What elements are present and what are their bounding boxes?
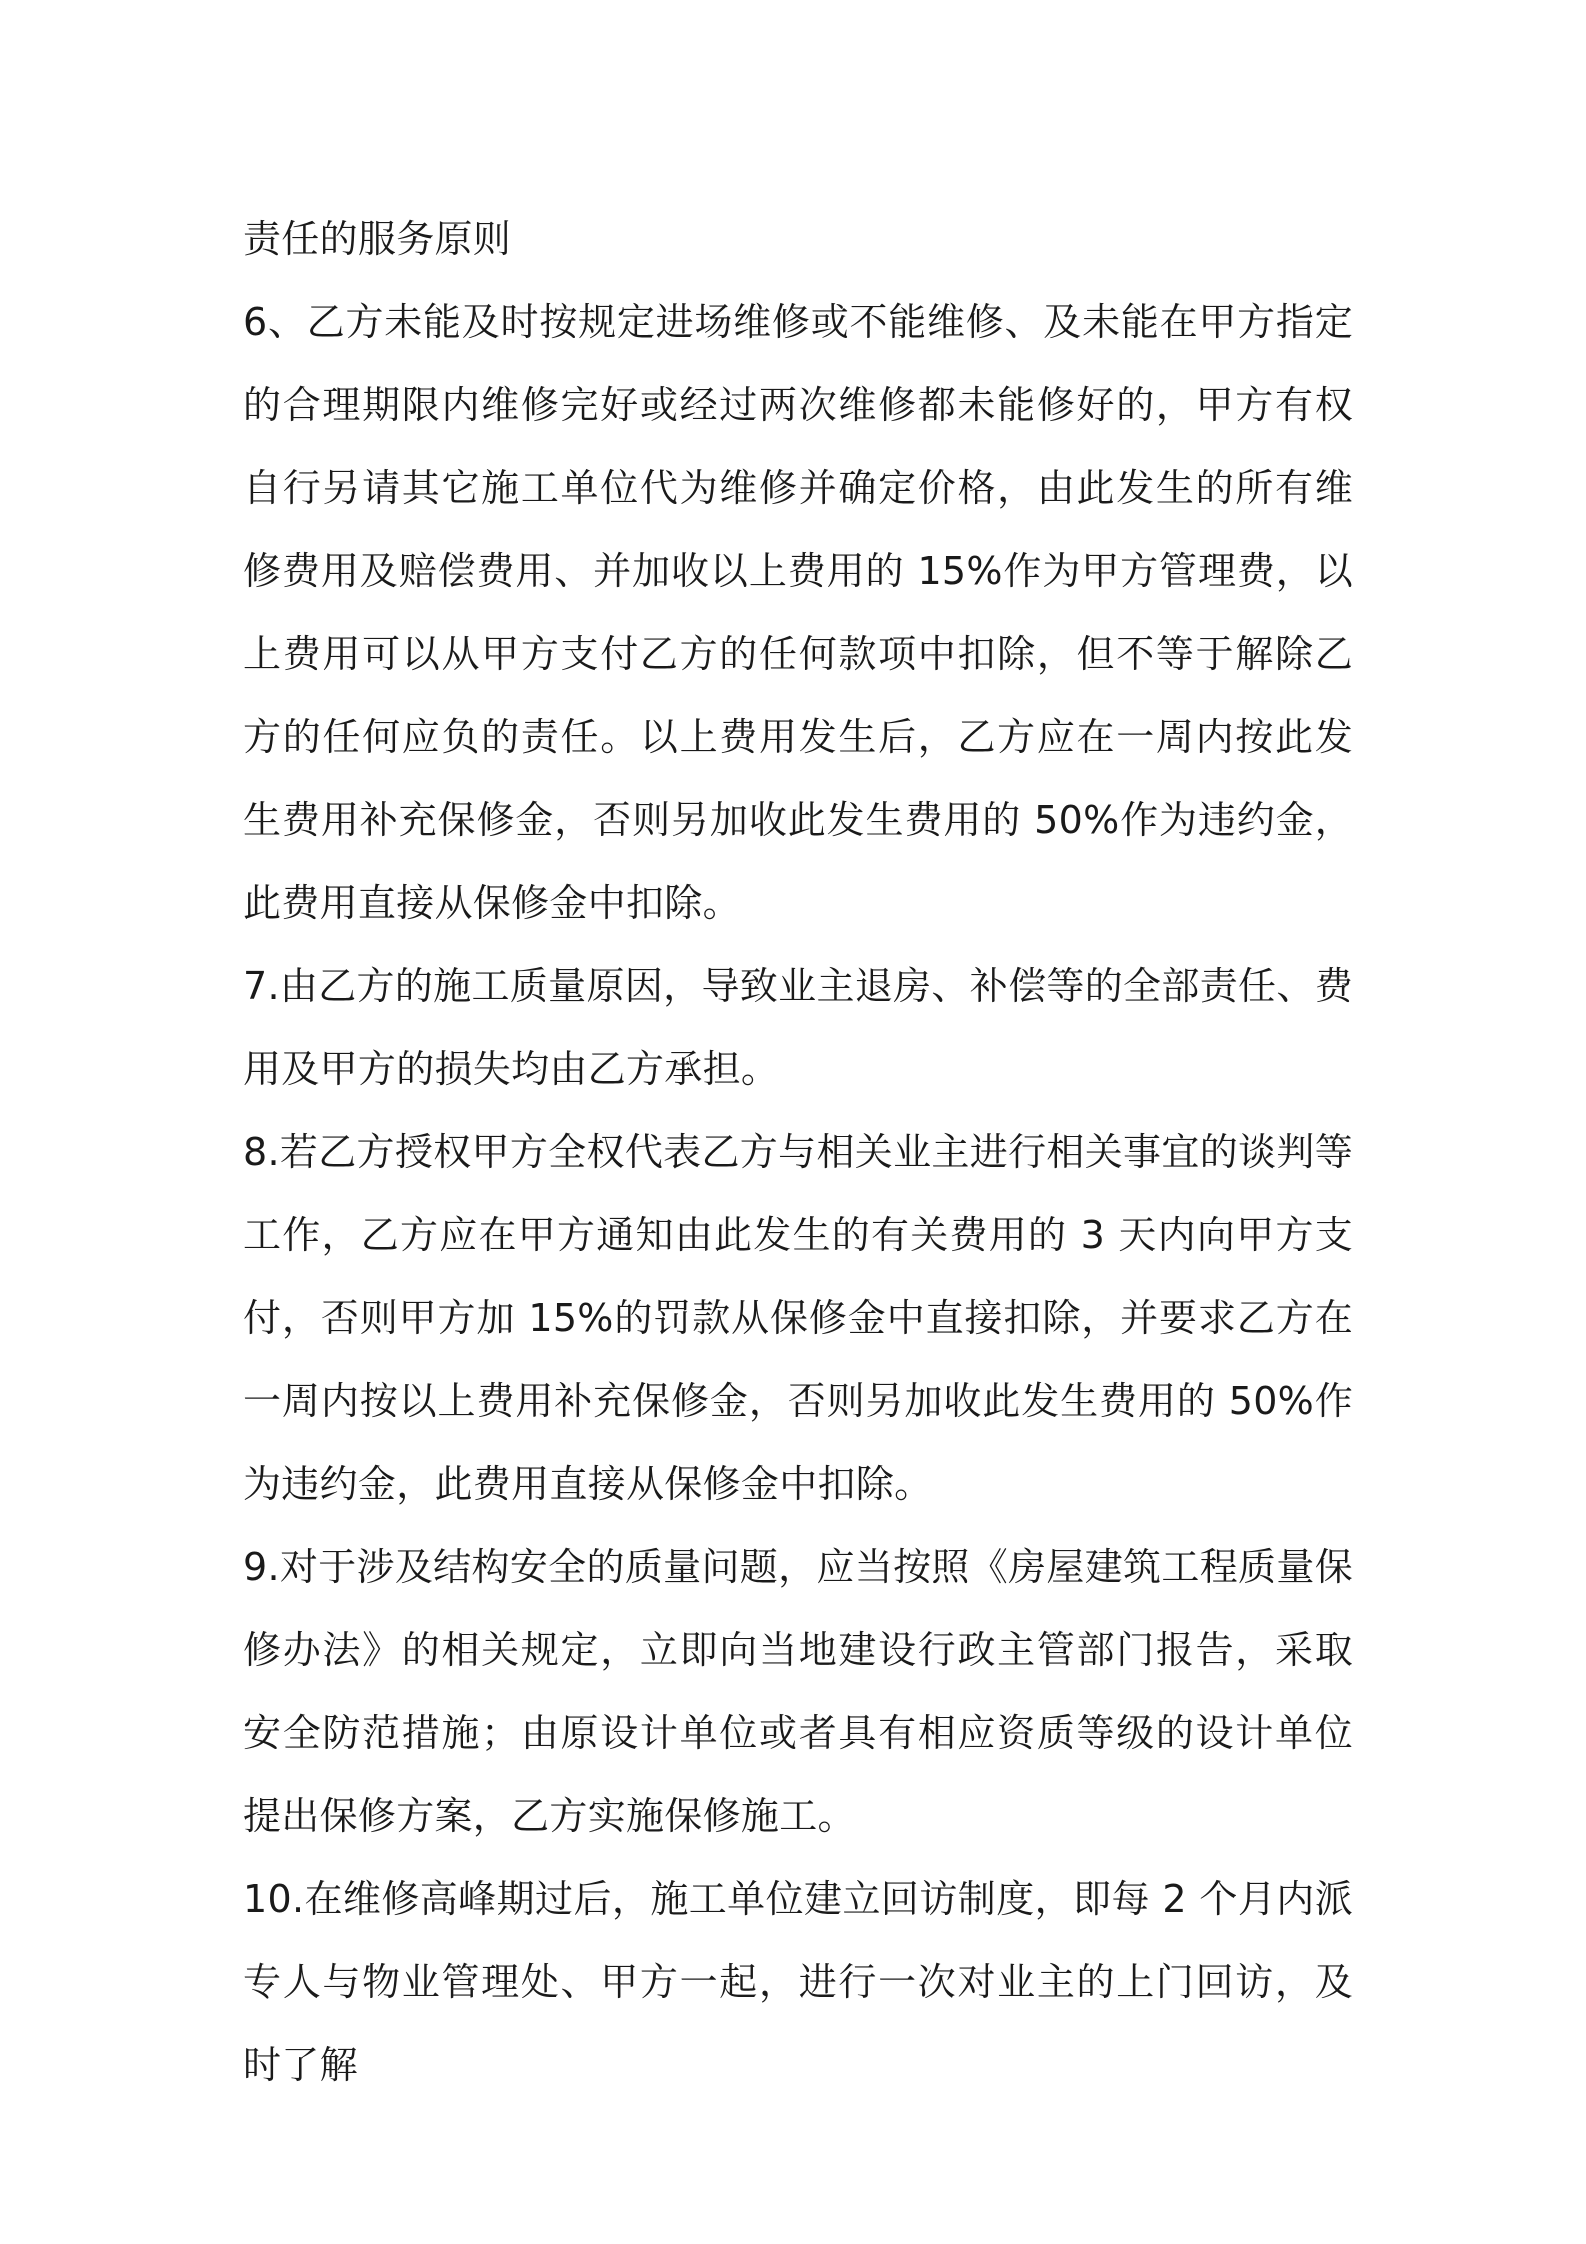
paragraph-item-7: 7.由乙方的施工质量原因，导致业主退房、补偿等的全部责任、费用及甲方的损失均由乙方承担。	[243, 964, 1353, 1091]
paragraph-item-6: 6、乙方未能及时按规定进场维修或不能维修、及未能在甲方指定的合理期限内维修完好或经过两次维修都未能修好的，甲方有权自行另请其它施工单位代为维修并确定价格，由此发生的所有维修费用及赔偿费用、并加收以上费用的 15%作为甲方管理费，以上费用可以从甲方支付乙方的任何款项中扣除，但不等于解除乙方的任何应负的责任。以上费用发生后，乙方应在一周内按此发生费用补充保修金，否则另加收此发生费用的 50%作为违约金，此费用直接从保修金中扣除。	[243, 300, 1353, 925]
paragraph-item-8: 8.若乙方授权甲方全权代表乙方与相关业主进行相关事宜的谈判等工作，乙方应在甲方通知由此发生的有关费用的 3 天内向甲方支付，否则甲方加 15%的罚款从保修金中直接扣除，并要求乙方在一周内按以上费用补充保修金，否则另加收此发生费用的 50%作为违约金，此费用直接从保修金中扣除。	[243, 1130, 1353, 1506]
paragraph-item-9: 9.对于涉及结构安全的质量问题，应当按照《房屋建筑工程质量保修办法》的相关规定，立即向当地建设行政主管部门报告，采取安全防范措施；由原设计单位或者具有相应资质等级的设计单位提出保修方案，乙方实施保修施工。	[243, 1545, 1353, 1838]
paragraph-item-10: 10.在维修高峰期过后，施工单位建立回访制度，即每 2 个月内派专人与物业管理处、甲方一起，进行一次对业主的上门回访，及时了解	[243, 1877, 1353, 2087]
paragraph-continuation: 责任的服务原则	[243, 217, 512, 261]
document-body	[243, 198, 1353, 2107]
